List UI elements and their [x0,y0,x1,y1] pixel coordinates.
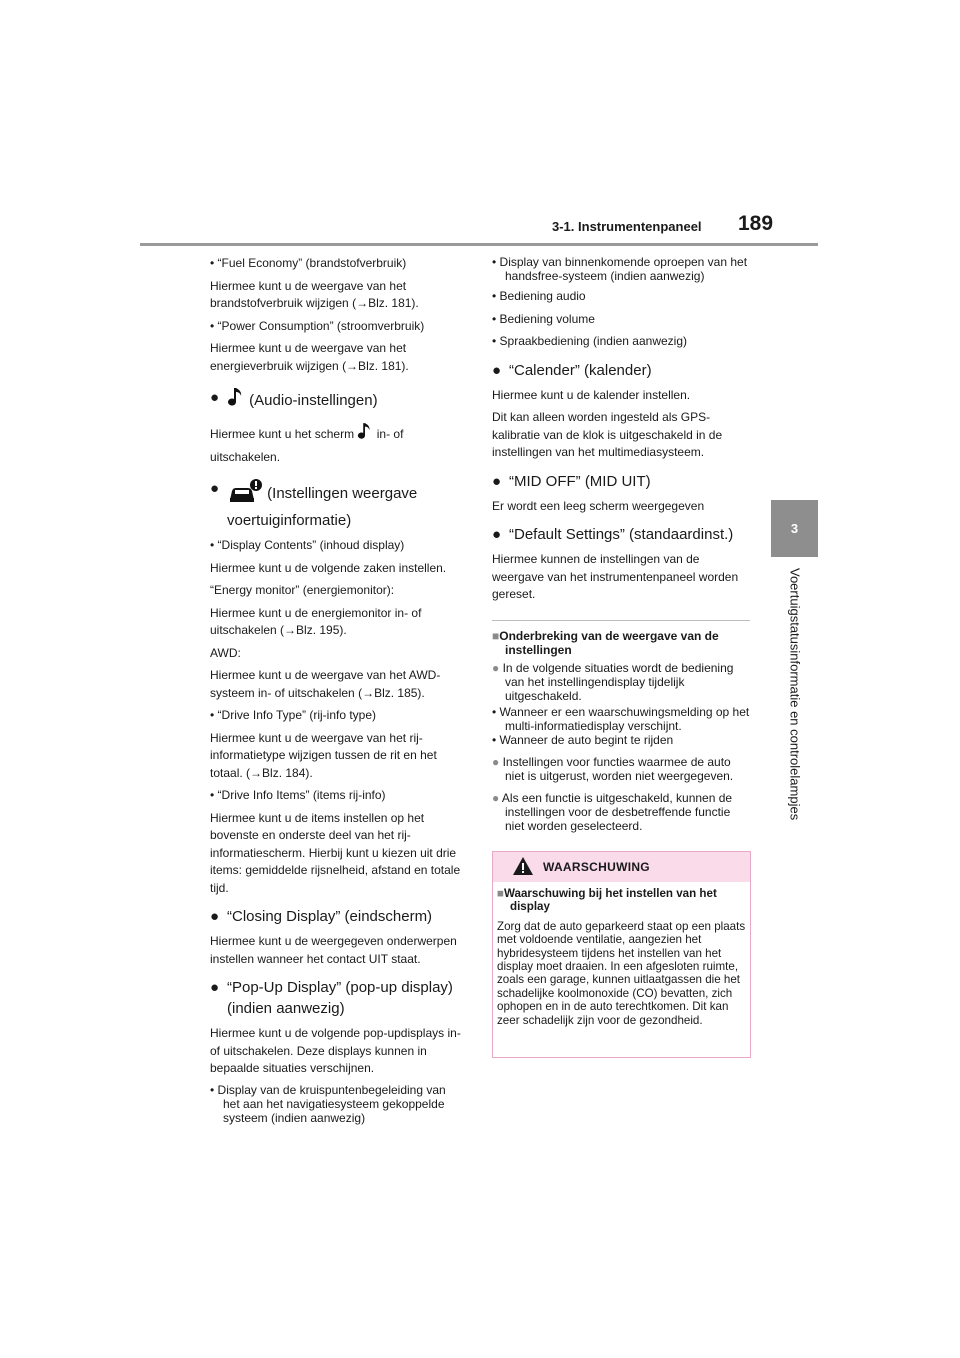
bullet-icon: ● [210,979,220,996]
paragraph: Hiermee kunt u de weergegeven onderwerpen instellen wanneer het contact UIT staat. [210,934,457,966]
heading-calendar [492,360,750,381]
warning-title: WAARSCHUWING [543,860,650,874]
paragraph: Hiermee kunt u de items instellen op het bovenste en onderste deel van het rij-informatiescherm. Hierbij kunt u kiezen uit drie items: gemiddelde rijsnelheid, afstand en totale tijd. [210,810,461,895]
heading-mid-text: “MID OFF” (MID UIT) [509,472,651,490]
left-column [210,255,465,1130]
note-item [492,661,750,703]
list-item: • Display van de kruispuntenbegeleiding van het aan het navigatiesysteem gekoppelde systeem (indien aanwezig) [210,1082,446,1125]
square-bullet-icon: ■ [492,628,500,643]
paragraph-audio-part2: in- of uitschakelen. [210,426,404,464]
warning-box [492,851,751,1058]
heading-audio-settings [210,387,465,415]
note-item [492,791,750,833]
vehicle-info-icon [227,478,263,510]
page-number: 189 [738,212,774,235]
heading-default-settings [492,524,750,545]
paragraph-audio [210,421,465,466]
heading-closing-display [210,906,465,927]
bullet-icon: ● [492,361,502,379]
note-item [492,755,750,783]
note-text: Als een functie is uitgeschakeld, kunnen de instellingen voor de desbetreffende functie niet worden geselecteerd. [501,790,733,833]
bullet-icon: ● [210,908,220,925]
list-item: • “Power Consumption” (stroomverbruik) [210,318,425,333]
paragraph: “Energy monitor” (energiemonitor): [210,583,395,597]
heading-audio-text: (Audio-instellingen) [249,391,378,409]
circle-bullet-icon: ● [492,660,500,675]
list-item: • “Display Contents” (inhoud display) [210,538,405,552]
heading-calendar-text: “Calender” (kalender) [509,361,652,379]
heading-default-text: “Default Settings” (standaardinst.) [509,526,734,543]
heading-popup-text: “Pop-Up Display” (pop-up display) (indien aanwezig) [227,979,453,1017]
list-item: • “Drive Info Items” (items rij-info) [210,788,386,802]
warning-triangle-icon [512,856,534,881]
chapter-tab: 3 [771,500,818,557]
note-text: Instellingen voor functies waarmee de auto niet is uitgerust, worden niet weergegeven. [502,754,734,783]
warning-body [493,882,750,1027]
list-item: • Display van binnenkomende oproepen van het handsfree-systeem (indien aanwezig) [492,255,748,283]
circle-bullet-icon: ● [492,790,500,805]
list-item: • “Drive Info Type” (rij-info type) [210,708,377,722]
list-item: • Bediening audio [492,289,586,303]
section-title: 3-1. Instrumentenpaneel [552,219,702,234]
bullet-icon: ● [210,389,220,406]
subsection-title [492,629,750,657]
paragraph: Hiermee kunt u de volgende zaken instellen. [210,560,447,575]
paragraph: Hiermee kunt u de kalender instellen. [492,387,691,402]
list-item: • Wanneer de auto begint te rijden [492,732,674,747]
bullet-icon: ● [210,480,220,497]
square-bullet-icon: ■ [497,887,505,900]
list-item: • Spraakbediening (indien aanwezig) [492,334,687,348]
paragraph-audio-part1: Hiermee kunt u het scherm [210,426,355,441]
paragraph: Hiermee kunt u de volgende pop-updisplays in- of uitschakelen. Deze displays kunnen in bepaalde situaties verschijnen. [210,1026,461,1075]
paragraph: Hiermee kunt u de energiemonitor in- of uitschakelen (→Blz. 195). [210,605,422,637]
music-note-icon [227,387,245,415]
warning-text: Zorg dat de auto geparkeerd staat op een plaats met voldoende ventilatie, aangezien het hybridesysteem tijdens het instellen van het display moet draaien. In een afgesloten ruimte, zoals een garage, kunnen uitlaatgassen die het schadelijke koolmonoxide (CO) bevatten, zich ophopen en in de auto terechtkomen. Dit kan zeer schadelijk zijn voor de gezondheid. [497,919,746,1027]
heading-mid-off [492,471,750,492]
heading-popup-display [210,977,465,1019]
section-divider [492,620,750,621]
heading-vehicle-text: (Instellingen weergave voertuiginformatie) [227,484,418,529]
paragraph: Hiermee kunt u de weergave van het rij-informatietype wijzigen tussen de rit en het totaal. (→Blz. 184). [210,730,437,780]
paragraph: Hiermee kunt u de weergave van het AWD-systeem in- of uitschakelen (→Blz. 185). [210,668,441,700]
warning-subtitle-text: Waarschuwing bij het instellen van het display [504,887,717,914]
chapter-side-label [780,568,810,858]
paragraph: Hiermee kunt u de weergave van het energieverbruik wijzigen (→Blz. 181). [210,341,409,373]
header-rule [140,243,818,246]
subsection-title-text: Onderbreking van de weergave van de instellingen [499,628,719,657]
list-item: • Bediening volume [492,311,595,326]
bullet-icon: ● [492,526,502,543]
right-column [492,255,750,835]
paragraph: AWD: [210,645,241,660]
list-item: • Wanneer er een waarschuwingsmelding op het multi-informatiedisplay verschijnt. [492,704,750,733]
paragraph: Hiermee kunt u de weergave van het brandstofverbruik wijzigen (→Blz. 181). [210,278,419,310]
paragraph: Er wordt een leeg scherm weergegeven [492,498,705,513]
heading-closing-text: “Closing Display” (eindscherm) [227,908,433,925]
heading-vehicle-info [210,478,465,531]
list-item: • “Fuel Economy” (brandstofverbruik) [210,256,407,270]
circle-bullet-icon: ● [492,754,500,769]
paragraph: Dit kan alleen worden ingesteld als GPS-kalibratie van de klok is uitgeschakeld in de instellingen van het multimediasysteem. [492,410,723,459]
note-text: In de volgende situaties wordt de bediening van het instellingendisplay tijdelijk uitgeschakeld. [502,660,734,703]
warning-header [493,852,750,882]
chapter-side-text: Voertuigstatusinformatie en controlelampjes [787,568,803,821]
paragraph: Hiermee kunnen de instellingen van de weergave van het instrumentenpaneel worden gereset. [492,552,739,601]
warning-subtitle [497,887,746,914]
music-note-icon [357,421,373,449]
bullet-icon: ● [492,472,502,490]
